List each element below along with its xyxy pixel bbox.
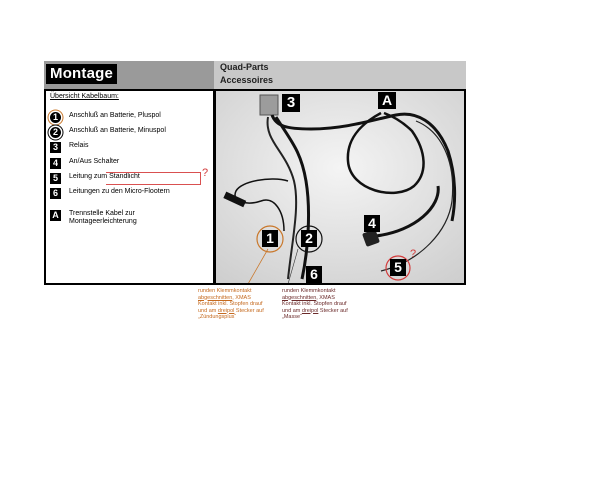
note2-line2-underline: abgeschnitten [282,294,317,301]
legend-label-a-line1: Trennstelle Kabel zur [69,210,135,217]
legend-question-mark: ? [202,167,209,179]
cable-harness-drawing [216,91,464,283]
photo-question-mark: ? [410,248,417,260]
legend-label-2: Anschluß an Batterie, Minuspol [69,127,166,134]
photo-label-2: 2 [301,230,317,247]
note2-line4-pre: und am [282,307,302,314]
note1-line4-pre: und am [198,307,218,314]
note1-line1: runden Klemmkontakt [198,288,252,294]
photo-label-a: A [378,92,396,109]
legend-label-a [69,210,137,226]
note2-line2-rest: , XMAS [316,294,335,301]
legend-key-5: 5 [50,173,61,184]
note2-line5: „Masse“ [282,314,302,320]
legend-label-4: An/Aus Schalter [69,158,120,165]
note2-line3: Kontakt inkl. Stopfen drauf [282,301,347,307]
photo-label-3: 3 [282,94,300,112]
note2-line4-post: Stecker auf [318,307,348,314]
legend-title: Übersicht Kabelbaum: [50,93,119,100]
legend-key-a: A [50,210,61,221]
note1-line2-underline: abgeschnitten [198,294,233,301]
page-title: Montage [46,64,117,84]
legend-item-a [50,210,137,232]
legend-key-1: 1 [50,112,61,123]
legend-label-3: Relais [69,142,89,149]
legend-key-3: 3 [50,142,61,153]
relay-block [260,95,278,115]
legend-item-1 [50,112,161,125]
legend-item-2 [50,127,166,140]
legend-box [44,89,215,285]
header-subtitle-category: Accessoires [220,75,274,85]
legend-item-5-highlight [106,172,201,185]
note1-line4-post: Stecker auf [234,307,264,314]
legend-item-3 [50,142,88,155]
photo-label-1: 1 [262,230,278,247]
photo-label-6: 6 [306,266,322,283]
note1-line4-underline: dreipol [217,307,235,314]
legend-label-1: Anschluß an Batterie, Pluspol [69,112,161,119]
legend-item-4 [50,158,119,171]
note1-line3: Kontakt inkl. Stopfen drauf [198,301,263,307]
header-subtitle-brand: Quad-Parts [220,62,269,72]
note2-line1: runden Klemmkontakt [282,288,336,294]
legend-label-a-line2: Montageerleichterung [69,218,137,225]
photo-label-5: 5 [390,259,406,276]
photo-label-4: 4 [364,215,380,232]
note1-line2-rest: , XMAS [232,294,251,301]
note1-line5: „Zündungsplus“ [198,314,237,320]
legend-key-4: 4 [50,158,61,169]
note-masse [282,288,362,321]
legend-key-2: 2 [50,127,61,138]
note2-line4-underline: dreipol [301,307,319,314]
legend-key-6: 6 [50,188,61,199]
note-zuendungsplus [198,288,276,321]
legend-item-6 [50,188,170,201]
legend-label-6: Leitungen zu den Micro-Flootern [69,188,170,195]
cable-harness-photo [214,89,466,285]
legend-label-5: Leitung zum Standlicht [69,173,140,180]
